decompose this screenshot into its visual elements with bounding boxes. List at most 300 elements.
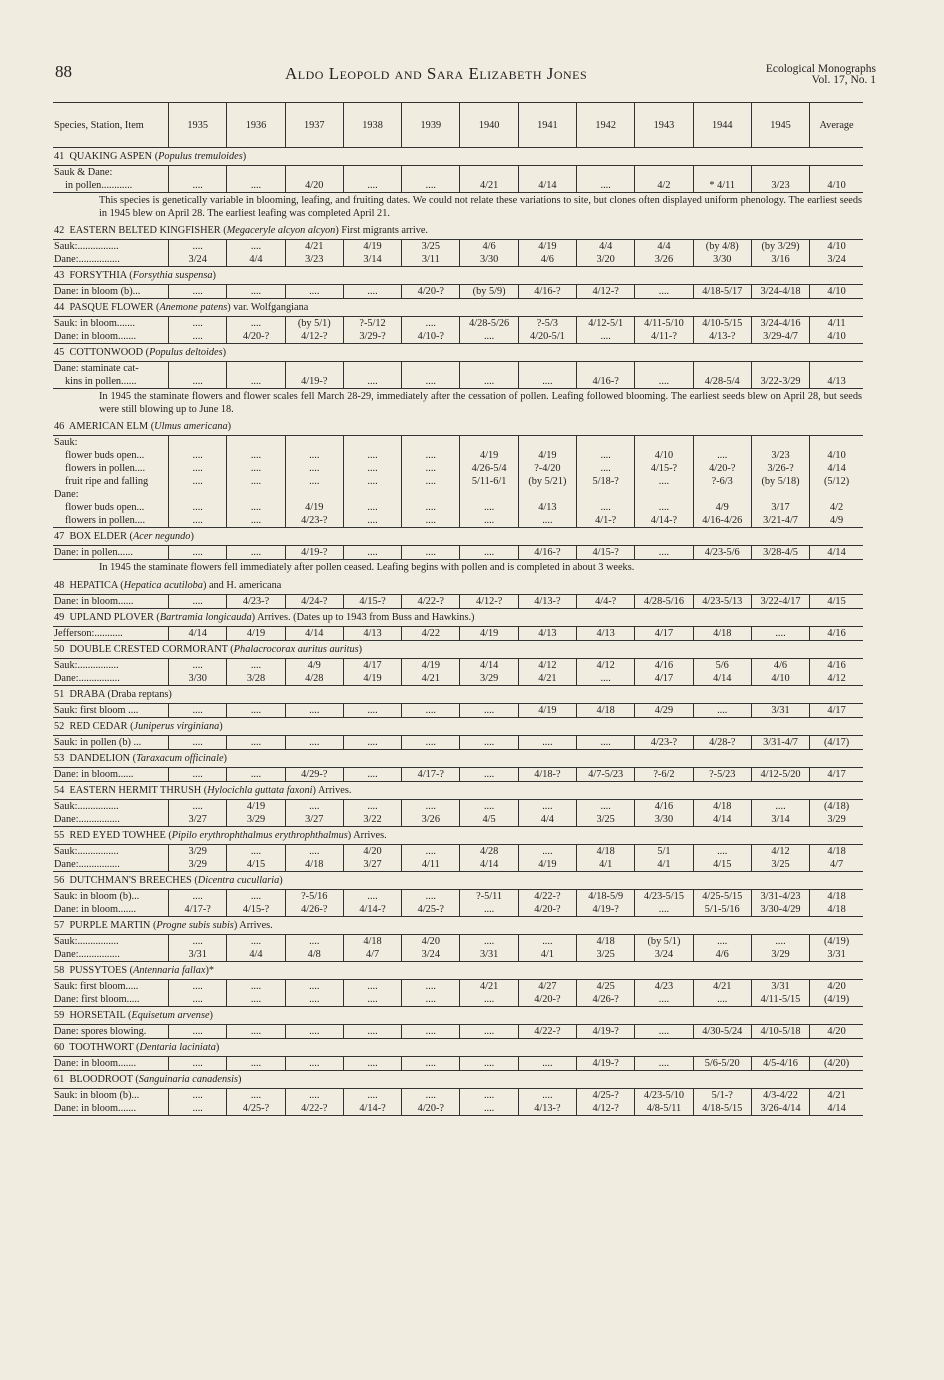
year-cell: 4/6 — [518, 253, 576, 267]
year-cell: .... — [169, 475, 227, 488]
row-label: Sauk: in bloom (b)... — [54, 890, 140, 902]
species-name: TOOTHWORT — [69, 1041, 134, 1053]
year-cell: .... — [285, 285, 343, 299]
year-cell: .... — [227, 1056, 285, 1070]
section-title: 58 PUSSYTOES (Antennaria fallax)* — [53, 961, 863, 979]
column-header-1939: 1939 — [402, 103, 460, 148]
year-cell: .... — [343, 514, 401, 528]
table-row — [53, 330, 863, 344]
latin-name: Equisetum arvense — [131, 1009, 210, 1021]
table-row — [53, 317, 863, 331]
year-cell: 4/6 — [693, 948, 751, 962]
year-cell: .... — [693, 449, 751, 462]
section-title: 44 PASQUE FLOWER (Anemone patens) var. Wolfgangiana — [53, 299, 863, 317]
year-cell: .... — [285, 475, 343, 488]
year-cell: .... — [343, 501, 401, 514]
year-cell: .... — [577, 735, 635, 749]
average-cell: 4/18 — [810, 844, 863, 858]
year-cell: 4/14-? — [343, 903, 401, 917]
year-cell: .... — [227, 317, 285, 331]
year-cell: 4/23-? — [635, 735, 693, 749]
year-cell: 4/12-? — [285, 330, 343, 344]
year-cell: 3/31-4/7 — [751, 735, 809, 749]
section-header — [53, 299, 863, 317]
table-row — [53, 672, 863, 686]
year-cell: 4/22-? — [518, 889, 576, 903]
table-row — [53, 703, 863, 717]
year-cell: 4/19 — [460, 626, 518, 640]
year-cell: .... — [343, 703, 401, 717]
year-cell: 4/28-? — [693, 735, 751, 749]
year-cell: 4/14 — [460, 858, 518, 872]
average-cell: 4/16 — [810, 658, 863, 672]
year-cell: .... — [460, 799, 518, 813]
year-cell: 4/19-? — [577, 903, 635, 917]
year-cell: .... — [343, 979, 401, 993]
year-cell: 5/1-? — [693, 1088, 751, 1102]
row-label: Dane: first bloom..... — [53, 993, 169, 1007]
row-label: Dane:................ — [53, 672, 169, 686]
table-row — [53, 1024, 863, 1038]
year-cell: .... — [169, 934, 227, 948]
year-cell: 4/13 — [577, 626, 635, 640]
row-label: in pollen............ — [53, 179, 169, 193]
year-cell: 4/21 — [460, 179, 518, 193]
year-cell: 4/4 — [577, 240, 635, 254]
year-cell: 4/20-? — [518, 903, 576, 917]
year-cell: 4/23-5/13 — [693, 594, 751, 608]
section-number: 42 — [54, 225, 65, 236]
year-cell — [635, 362, 693, 376]
year-cell: .... — [635, 903, 693, 917]
year-cell: 4/3-4/22 — [751, 1088, 809, 1102]
year-cell: .... — [285, 735, 343, 749]
year-cell: .... — [635, 501, 693, 514]
year-cell: 4/11-5/10 — [635, 317, 693, 331]
year-cell: 4/1-? — [577, 514, 635, 528]
year-cell: 3/25 — [751, 858, 809, 872]
year-cell: 3/24-4/16 — [751, 317, 809, 331]
year-cell: 4/19 — [227, 626, 285, 640]
year-cell: 4/15 — [693, 858, 751, 872]
table-row — [53, 594, 863, 608]
year-cell — [402, 362, 460, 376]
year-cell: .... — [518, 799, 576, 813]
average-cell: 4/11 — [810, 317, 863, 331]
year-cell: .... — [169, 179, 227, 193]
table-row — [53, 858, 863, 872]
section-title: 47 BOX ELDER (Acer negundo) — [53, 528, 863, 546]
section-title: 43 FORSYTHIA (Forsythia suspensa) — [53, 267, 863, 285]
year-cell — [402, 488, 460, 501]
year-cell: 4/20 — [285, 179, 343, 193]
year-cell: .... — [402, 514, 460, 528]
column-header-1940: 1940 — [460, 103, 518, 148]
year-cell — [693, 166, 751, 180]
species-name: QUAKING ASPEN — [69, 151, 153, 162]
year-cell: 4/4 — [227, 948, 285, 962]
year-cell: 4/11-? — [635, 330, 693, 344]
year-cell: 4/13 — [518, 501, 576, 514]
year-cell: 4/25-5/15 — [693, 889, 751, 903]
year-cell: 3/31 — [169, 948, 227, 962]
section-suffix: Arrives. (Dates up to 1943 from Buss and Hawkins.) — [257, 611, 475, 623]
year-cell: 3/21-4/7 — [751, 514, 809, 528]
year-cell: .... — [343, 546, 401, 560]
year-cell: .... — [285, 449, 343, 462]
year-cell — [518, 362, 576, 376]
year-cell: 3/26-? — [751, 462, 809, 475]
section-number: 41 — [54, 151, 65, 162]
table-body — [53, 148, 863, 1116]
year-cell: 3/14 — [751, 813, 809, 827]
year-cell: 4/17 — [635, 626, 693, 640]
year-cell: 3/31-4/23 — [751, 889, 809, 903]
year-cell: .... — [402, 179, 460, 193]
year-cell: 4/19 — [402, 658, 460, 672]
year-cell: 4/20-5/1 — [518, 330, 576, 344]
year-cell — [518, 488, 576, 501]
year-cell: .... — [343, 889, 401, 903]
year-cell: .... — [169, 735, 227, 749]
year-cell: 4/15-? — [577, 546, 635, 560]
average-cell: 4/12 — [810, 672, 863, 686]
year-cell — [460, 436, 518, 450]
year-cell: .... — [402, 1024, 460, 1038]
year-cell: 4/1 — [518, 948, 576, 962]
year-cell: 4/25 — [577, 979, 635, 993]
year-cell: .... — [518, 1056, 576, 1070]
latin-name: Antennaria fallax — [133, 964, 206, 976]
average-cell: 4/14 — [810, 1102, 863, 1116]
year-cell: .... — [402, 475, 460, 488]
average-cell: 4/10 — [810, 240, 863, 254]
year-cell — [518, 436, 576, 450]
section-title: 50 DOUBLE CRESTED CORMORANT (Phalacrocorax auritus auritus) — [53, 640, 863, 658]
year-cell: .... — [169, 993, 227, 1007]
year-cell: 4/16-? — [518, 546, 576, 560]
year-cell: .... — [227, 514, 285, 528]
average-cell: (5/12) — [810, 475, 863, 488]
species-name: DRABA — [69, 688, 105, 700]
section-suffix: First migrants arrive. — [341, 225, 428, 236]
year-cell: .... — [227, 993, 285, 1007]
table-row — [53, 475, 863, 488]
year-cell: .... — [402, 375, 460, 389]
year-cell: .... — [343, 462, 401, 475]
year-cell: .... — [635, 475, 693, 488]
year-cell — [577, 436, 635, 450]
year-cell: .... — [343, 449, 401, 462]
year-cell: 4/14 — [693, 813, 751, 827]
year-cell: 5/6 — [693, 658, 751, 672]
year-cell: .... — [518, 934, 576, 948]
journal-volume: Vol. 17, No. 1 — [811, 74, 876, 86]
table-row — [53, 501, 863, 514]
year-cell: 4/26-5/4 — [460, 462, 518, 475]
year-cell: 3/29-4/7 — [751, 330, 809, 344]
year-cell: .... — [227, 462, 285, 475]
row-label: Dane:................ — [53, 813, 169, 827]
year-cell: .... — [227, 1024, 285, 1038]
year-cell: .... — [285, 934, 343, 948]
year-cell: .... — [460, 546, 518, 560]
year-cell: 4/22-? — [402, 594, 460, 608]
species-name: HEPATICA — [69, 579, 118, 591]
year-cell: 4/27 — [518, 979, 576, 993]
section-header — [53, 1070, 863, 1088]
year-cell: .... — [227, 735, 285, 749]
section-note: In 1945 the staminate flowers fell immediately after pollen ceased. Leafing begins with pollen and is completed in about 3 weeks. — [99, 562, 635, 573]
section-header — [53, 781, 863, 799]
year-cell: .... — [577, 462, 635, 475]
table-row — [53, 626, 863, 640]
year-cell: .... — [460, 934, 518, 948]
year-cell — [227, 488, 285, 501]
year-cell: 3/27 — [285, 813, 343, 827]
year-cell — [460, 362, 518, 376]
authors: Aldo Leopold and Sara Elizabeth Jones — [285, 64, 588, 83]
latin-name: Taraxacum officinale — [136, 752, 224, 764]
year-cell: 3/30 — [460, 253, 518, 267]
year-cell: 4/12 — [751, 844, 809, 858]
year-cell — [577, 362, 635, 376]
year-cell: 4/28 — [460, 844, 518, 858]
table-row — [53, 948, 863, 962]
year-cell: .... — [343, 1088, 401, 1102]
year-cell: 3/29 — [460, 672, 518, 686]
year-cell: .... — [227, 285, 285, 299]
row-label: fruit ripe and falling — [65, 476, 149, 487]
year-cell: 3/29 — [751, 948, 809, 962]
year-cell: .... — [751, 934, 809, 948]
section-header — [53, 222, 863, 240]
year-cell: .... — [460, 514, 518, 528]
year-cell: .... — [343, 1024, 401, 1038]
year-cell: 3/25 — [577, 813, 635, 827]
year-cell: 3/22-4/17 — [751, 594, 809, 608]
section-number: 61 — [54, 1073, 65, 1085]
year-cell — [460, 488, 518, 501]
year-cell: 4/16-? — [577, 375, 635, 389]
table-row — [53, 735, 863, 749]
year-cell: 4/17 — [343, 658, 401, 672]
section-title: 42 EASTERN BELTED KINGFISHER (Megaceryle alcyon alcyon) First migrants arrive. — [53, 222, 863, 240]
year-cell: .... — [169, 317, 227, 331]
year-cell: .... — [460, 501, 518, 514]
year-cell: 3/14 — [343, 253, 401, 267]
year-cell: 4/20 — [343, 844, 401, 858]
year-cell: 4/18 — [577, 844, 635, 858]
year-cell: 3/26 — [402, 813, 460, 827]
year-cell: 4/19 — [343, 240, 401, 254]
table-row — [53, 462, 863, 475]
year-cell: .... — [402, 546, 460, 560]
year-cell: .... — [518, 375, 576, 389]
year-cell: 4/13-? — [693, 330, 751, 344]
year-cell: 4/10 — [751, 672, 809, 686]
latin-name: Anemone patens — [159, 302, 228, 313]
year-cell: .... — [577, 330, 635, 344]
year-cell: .... — [518, 735, 576, 749]
year-cell: 4/25-? — [402, 903, 460, 917]
section-note-row — [53, 389, 863, 419]
year-cell: 4/19 — [285, 501, 343, 514]
section-title: 52 RED CEDAR (Juniperus virginiana) — [53, 717, 863, 735]
year-cell: .... — [460, 1056, 518, 1070]
year-cell: .... — [169, 979, 227, 993]
year-cell: 4/13 — [518, 626, 576, 640]
section-header — [53, 916, 863, 934]
section-title: 59 HORSETAIL (Equisetum arvense) — [53, 1006, 863, 1024]
year-cell: .... — [402, 317, 460, 331]
year-cell — [577, 166, 635, 180]
year-cell: .... — [460, 993, 518, 1007]
year-cell: 3/24-4/18 — [751, 285, 809, 299]
average-cell: 4/18 — [810, 903, 863, 917]
section-header — [53, 961, 863, 979]
species-name: BLOODROOT — [69, 1073, 133, 1085]
latin-name: Acer negundo — [132, 531, 191, 542]
table-row — [53, 375, 863, 389]
year-cell: ?-4/20 — [518, 462, 576, 475]
year-cell: .... — [402, 1088, 460, 1102]
average-cell: (4/18) — [810, 799, 863, 813]
row-label: Sauk: first bloom..... — [54, 980, 139, 992]
table-header-row — [53, 103, 863, 148]
row-label: Dane:................ — [53, 858, 169, 872]
year-cell: .... — [227, 844, 285, 858]
year-cell: 4/6 — [751, 658, 809, 672]
year-cell: .... — [402, 462, 460, 475]
year-cell: .... — [460, 1088, 518, 1102]
species-name: BOX ELDER — [69, 531, 127, 542]
year-cell: .... — [460, 1024, 518, 1038]
year-cell: 4/28 — [285, 672, 343, 686]
table-row — [53, 903, 863, 917]
year-cell — [285, 436, 343, 450]
journal-name: Ecological Monographs — [765, 63, 876, 75]
year-cell: .... — [693, 844, 751, 858]
row-label: Sauk & Dane: — [54, 167, 113, 178]
average-cell — [810, 166, 863, 180]
average-cell: 4/10 — [810, 285, 863, 299]
section-header — [53, 267, 863, 285]
year-cell — [402, 436, 460, 450]
average-cell: 4/14 — [810, 546, 863, 560]
species-name: EASTERN BELTED KINGFISHER — [69, 225, 221, 236]
column-header-1944: 1944 — [693, 103, 751, 148]
year-cell: .... — [285, 462, 343, 475]
table-row — [53, 285, 863, 299]
year-cell: 3/27 — [343, 858, 401, 872]
row-label: Sauk: in bloom....... — [54, 318, 135, 329]
year-cell — [169, 436, 227, 450]
average-cell: 3/31 — [810, 948, 863, 962]
year-cell: ?-5/12 — [343, 317, 401, 331]
species-name: RED EYED TOWHEE — [69, 829, 166, 841]
year-cell: 4/18-5/15 — [693, 1102, 751, 1116]
column-header-1941: 1941 — [518, 103, 576, 148]
year-cell: .... — [402, 844, 460, 858]
year-cell: 3/24 — [169, 253, 227, 267]
year-cell: 4/14 — [518, 179, 576, 193]
year-cell: 4/18-? — [518, 767, 576, 781]
row-label: Dane: in bloom....... — [53, 1056, 169, 1070]
year-cell: 3/31 — [751, 703, 809, 717]
row-label: Sauk:................ — [54, 935, 119, 947]
species-name: UPLAND PLOVER — [69, 611, 154, 623]
year-cell: 4/19 — [460, 449, 518, 462]
year-cell: 4/15-? — [227, 903, 285, 917]
species-name: COTTONWOOD — [69, 347, 144, 358]
year-cell: .... — [227, 979, 285, 993]
table-row — [53, 1088, 863, 1102]
row-label: Jefferson:........... — [53, 626, 169, 640]
year-cell: .... — [227, 1088, 285, 1102]
year-cell: .... — [285, 844, 343, 858]
year-cell: 4/19 — [343, 672, 401, 686]
section-header — [53, 608, 863, 626]
row-label: Dane: in pollen...... — [53, 546, 169, 560]
year-cell: .... — [285, 799, 343, 813]
section-number: 45 — [54, 347, 65, 358]
table-row — [53, 1056, 863, 1070]
year-cell: 4/19 — [518, 449, 576, 462]
year-cell: 4/12-5/1 — [577, 317, 635, 331]
table-row — [53, 767, 863, 781]
column-header-average: Average — [810, 103, 863, 148]
year-cell: 3/26 — [635, 253, 693, 267]
species-name: DOUBLE CRESTED CORMORANT — [69, 643, 228, 655]
year-cell: .... — [460, 903, 518, 917]
year-cell: .... — [227, 475, 285, 488]
section-header — [53, 1006, 863, 1024]
year-cell: .... — [518, 514, 576, 528]
latin-name: Populus deltoides — [149, 347, 223, 358]
year-cell: 4/14-? — [635, 514, 693, 528]
year-cell: 3/29 — [169, 844, 227, 858]
average-cell: 4/18 — [810, 889, 863, 903]
average-cell — [810, 436, 863, 450]
year-cell: .... — [169, 1056, 227, 1070]
year-cell: .... — [169, 658, 227, 672]
section-number: 47 — [54, 531, 65, 542]
year-cell: (by 5/18) — [751, 475, 809, 488]
section-number: 56 — [54, 874, 65, 886]
section-suffix: Arrives. — [353, 829, 387, 841]
phenology-table — [53, 102, 863, 1116]
year-cell: 4/21 — [518, 672, 576, 686]
latin-name: Forsythia suspensa — [132, 270, 213, 281]
year-cell: 3/25 — [402, 240, 460, 254]
year-cell: 4/12-? — [577, 1102, 635, 1116]
year-cell: 4/18-5/17 — [693, 285, 751, 299]
row-label: Sauk:................ — [54, 845, 119, 857]
section-title: 53 DANDELION (Taraxacum officinale) — [53, 749, 863, 767]
row-label: kins in pollen...... — [53, 375, 169, 389]
section-number: 54 — [54, 784, 65, 796]
year-cell: 3/17 — [751, 501, 809, 514]
year-cell: 4/14 — [169, 626, 227, 640]
year-cell — [343, 436, 401, 450]
average-cell: 4/10 — [810, 330, 863, 344]
year-cell: .... — [460, 767, 518, 781]
year-cell: .... — [343, 735, 401, 749]
latin-name: Progne subis subis — [156, 919, 234, 931]
year-cell: 4/22 — [402, 626, 460, 640]
column-header-1945: 1945 — [751, 103, 809, 148]
